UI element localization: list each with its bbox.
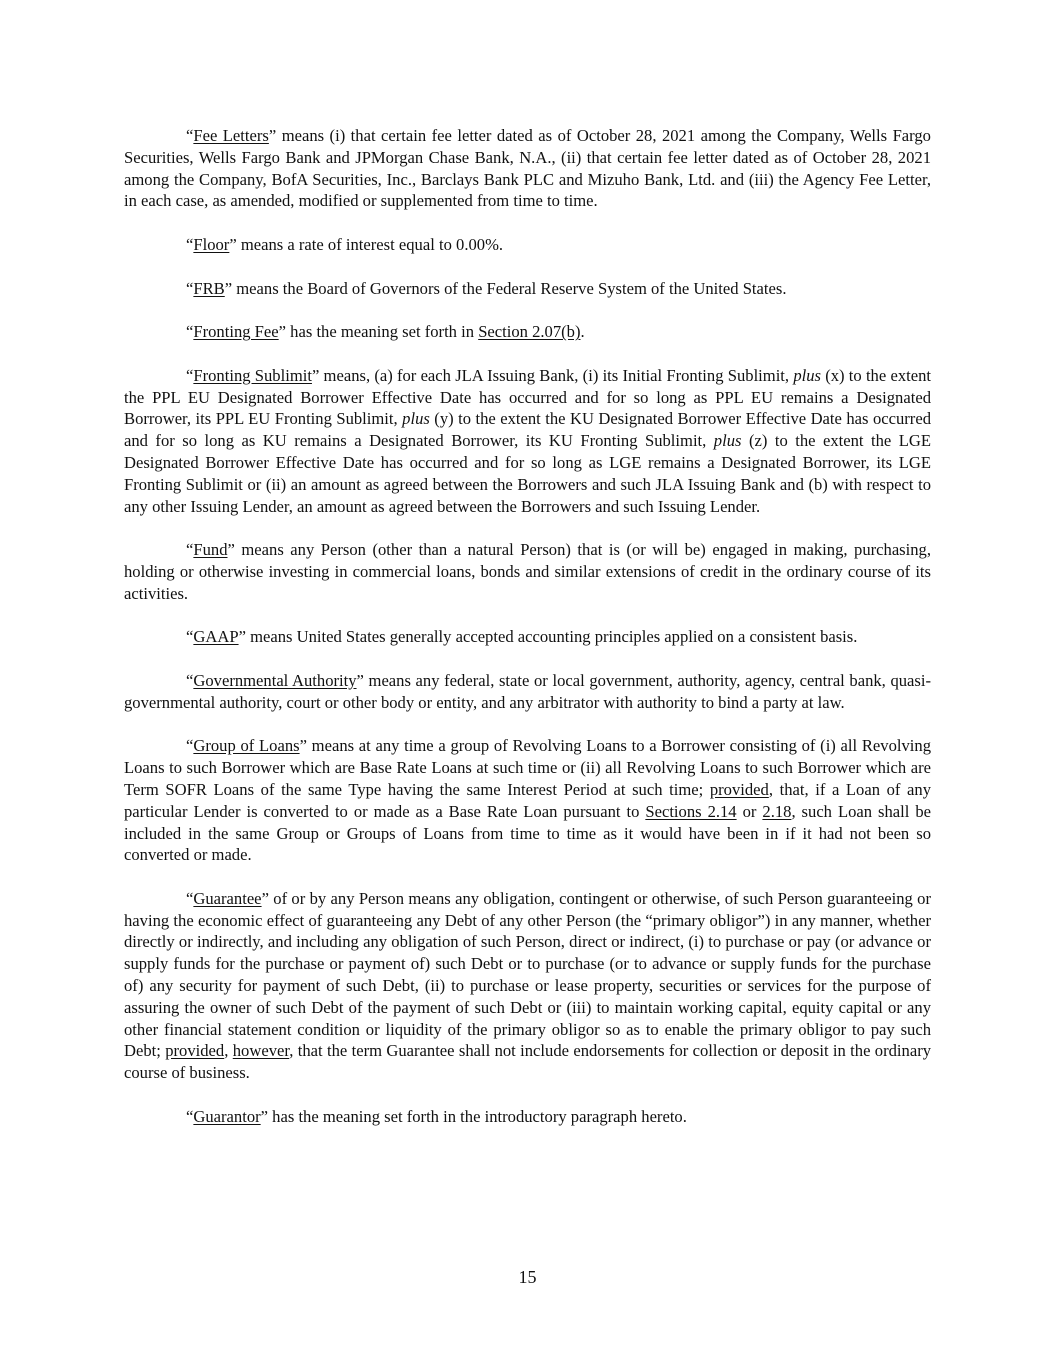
defined-term: GAAP [193,627,239,647]
section-reference: 2.18 [762,801,792,821]
definition-guarantee: “Guarantee” of or by any Person means any obligation, contingent or otherwise, of such Person guaranteeing or having the economic effect of guaranteeing any Debt of any other Person (the “primary obligor”) in any manner, whether directly or indirectly, and including any obligation of such Person, direct or indirect, (i) to purchase or pay (or advance or supply funds for the purchase or payment of) such Debt or to purchase (or to advance or supply funds for the purchase of) any security for payment of such Debt, (ii) to purchase or lease property, securities or services for the purpose of assuring the owner of such Debt of the payment of such Debt or (iii) to maintain working capital, equity capital or any other financial statement condition or liquidity of the primary obligor so as to enable the primary obligor to pay such Debt; provided, however, that the term Guarantee shall not include endorsements for collection or deposit in the ordinary course of business. [124,888,932,1083]
defined-term: Group of Loans [193,736,300,756]
emphasis-plus: plus [713,431,742,451]
defined-term: Fronting Sublimit [193,365,312,385]
section-reference: Section 2.07(b) [478,322,581,342]
page-number: 15 [518,1267,537,1287]
document-body [124,125,931,1149]
definition-guarantor: “Guarantor” has the meaning set forth in the introductory paragraph hereto. [186,1106,687,1126]
defined-term: Guarantor [193,1106,261,1126]
proviso-provided: provided [709,779,769,799]
proviso-however: however [232,1041,290,1061]
definition-fee-letters: “Fee Letters” means (i) that certain fee letter dated as of October 28, 2021 among the Company, Wells Fargo Securities, Wells Fargo Bank and JPMorgan Chase Bank, N.A., (ii) that certain fee letter dated as of October 28, 2021 among the Company, BofA Securities, Inc., Barclays Bank PLC and Mizuho Bank, Ltd. and (iii) the Agency Fee Letter, in each case, as amended, modified or supplemented from time to time. [124,126,931,211]
emphasis-plus: plus [402,409,430,429]
definition-fronting-fee: “Fronting Fee” has the meaning set forth in Section 2.07(b). [186,322,585,342]
defined-term: Floor [193,234,230,254]
definition-group-of-loans: “Group of Loans” means at any time a group of Revolving Loans to a Borrower consisting of (i) all Revolving Loans to such Borrower which are Base Rate Loans at such time or (ii) all Revolving Loans to such Borrower which are Term SOFR Loans of the same Type having the same Interest Period at such time; provided, that, if a Loan of any particular Lender is converted to or made as a Base Rate Loan pursuant to Sections 2.14 or 2.18, such Loan shall be included in the same Group or Groups of Loans from time to time as it would have been in if it had not been so converted or made. [124,736,932,865]
definition-frb: “FRB” means the Board of Governors of the Federal Reserve System of the United States. [186,278,787,298]
definition-gaap: “GAAP” means United States generally accepted accounting principles applied on a consistent basis. [186,627,858,647]
defined-term: FRB [193,278,225,298]
defined-term: Fee Letters [193,126,269,145]
definition-fund: “Fund” means any Person (other than a natural Person) that is (or will be) engaged in making, purchasing, holding or otherwise investing in commercial loans, bonds and similar extensions of credit in the ordinary course of its activities. [124,540,931,603]
defined-term: Guarantee [193,888,262,908]
definition-floor: “Floor” means a rate of interest equal to 0.00%. [186,234,504,254]
definition-fronting-sublimit: “Fronting Sublimit” means, (a) for each JLA Issuing Bank, (i) its Initial Fronting Sublimit, plus (x) to the extent the PPL EU Designated Borrower Effective Date has occurred and for so long as PPL EU remains a Designated Borrower, its PPL EU Fronting Sublimit, plus (y) to the extent the KU Designated Borrower Effective Date has occurred and for so long as KU remains a Designated Borrower, its KU Fronting Sublimit, plus (z) to the extent the LGE Designated Borrower Effective Date has occurred and for so long as LGE remains a Designated Borrower, its LGE Fronting Sublimit or (ii) an amount as agreed between the Borrowers and such JLA Issuing Bank and (b) with respect to any other Issuing Lender, an amount as agreed between the Borrowers and such Issuing Lender. [124,365,932,516]
proviso-provided: provided [165,1041,225,1061]
defined-term: Fronting Fee [193,322,279,342]
defined-term: Fund [193,540,228,560]
section-reference: Sections 2.14 [645,801,737,821]
defined-term: Governmental Authority [193,670,357,690]
definition-governmental-authority: “Governmental Authority” means any federal, state or local government, authority, agency, central bank, quasi-governmental authority, court or other body or entity, and any arbitrator with authority to bind a party at law. [124,670,932,712]
emphasis-plus: plus [793,365,821,385]
